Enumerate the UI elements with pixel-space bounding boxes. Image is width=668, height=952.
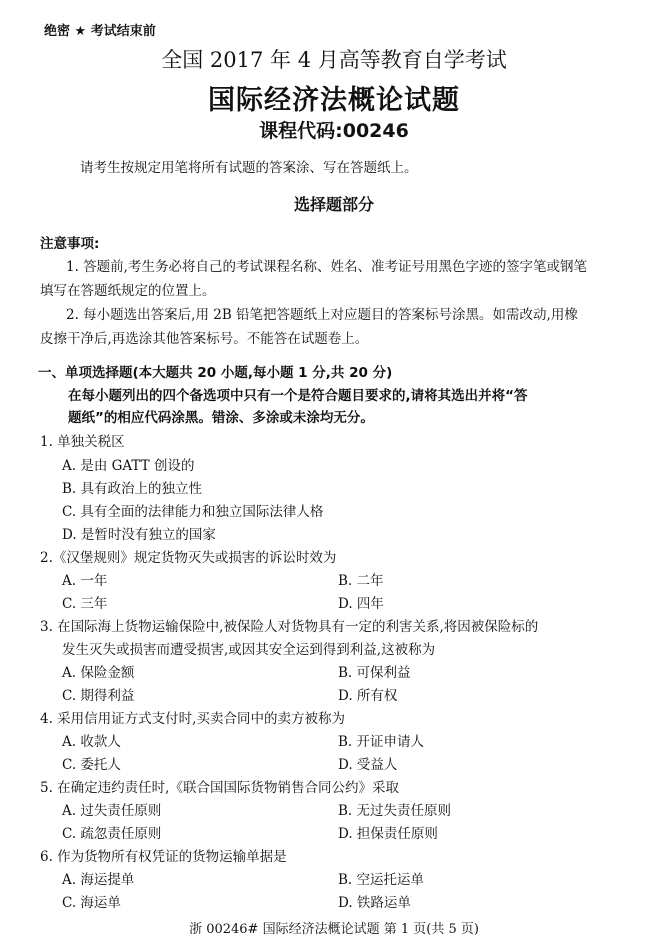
question-6-option-d: D. 铁路运单 xyxy=(338,895,411,911)
question-3-option-d: D. 所有权 xyxy=(338,688,398,704)
question-1-option-d: D. 是暂时没有独立的国家 xyxy=(62,527,216,543)
question-6-stem: 6. 作为货物所有权凭证的货物运输单据是 xyxy=(40,849,287,865)
question-5-stem: 5. 在确定违约责任时,《联合国国际货物销售合同公约》采取 xyxy=(40,780,399,796)
part-one-desc-line-2: 题纸”的相应代码涂黑。错涂、多涂或未涂均无分。 xyxy=(68,410,374,426)
question-6-option-b: B. 空运托运单 xyxy=(338,872,425,888)
question-5-option-a: A. 过失责任原则 xyxy=(62,803,162,819)
page-footer: 浙 00246# 国际经济法概论试题 第 1 页(共 5 页) xyxy=(189,922,479,937)
course-code: 课程代码:00246 xyxy=(259,120,409,142)
question-2-option-c: C. 三年 xyxy=(62,596,108,612)
question-1-option-c: C. 具有全面的法律能力和独立国际法律人格 xyxy=(62,504,324,520)
question-1-option-b: B. 具有政治上的独立性 xyxy=(62,481,203,497)
notice-item-1-line-1: 1. 答题前,考生务必将自己的考试课程名称、姓名、准考证号用黑色字迹的签字笔或钢笔 xyxy=(66,259,587,275)
exam-session-title: 全国 2017 年 4 月高等教育自学考试 xyxy=(161,48,507,72)
notice-item-1-line-2: 填写在答题纸规定的位置上。 xyxy=(40,283,216,299)
notice-item-2-line-2: 皮擦干净后,再选涂其他答案标号。不能答在试题卷上。 xyxy=(40,331,369,347)
question-4-option-b: B. 开证申请人 xyxy=(338,734,425,750)
question-2-option-d: D. 四年 xyxy=(338,596,384,612)
question-2-stem: 2.《汉堡规则》规定货物灭失或损害的诉讼时效为 xyxy=(40,550,337,566)
question-1-stem: 1. 单独关税区 xyxy=(40,434,125,450)
part-one-heading: 一、单项选择题(本大题共 20 小题,每小题 1 分,共 20 分) xyxy=(38,365,393,381)
question-1-option-a: A. 是由 GATT 创设的 xyxy=(62,458,195,474)
question-5-option-d: D. 担保责任原则 xyxy=(338,826,438,842)
section-title: 选择题部分 xyxy=(293,195,374,214)
question-3-stem-line-2: 发生灭失或损害而遭受损害,或因其安全运到得到利益,这被称为 xyxy=(62,642,436,658)
question-6-option-a: A. 海运提单 xyxy=(62,872,135,888)
question-3-stem-line-1: 3. 在国际海上货物运输保险中,被保险人对货物具有一定的利害关系,将因被保险标的 xyxy=(40,619,539,635)
part-one-desc-line-1: 在每小题列出的四个备选项中只有一个是符合题目要求的,请将其选出并将“答 xyxy=(68,388,528,404)
paper-title: 国际经济法概论试题 xyxy=(208,85,460,116)
question-4-option-a: A. 收款人 xyxy=(62,734,121,750)
question-6-option-c: C. 海运单 xyxy=(62,895,121,911)
question-3-option-c: C. 期得利益 xyxy=(62,688,135,704)
question-4-option-d: D. 受益人 xyxy=(338,757,398,773)
notice-item-2-line-1: 2. 每小题选出答案后,用 2B 铅笔把答题纸上对应题目的答案标号涂黑。如需改动,用橡 xyxy=(66,307,578,323)
notice-heading: 注意事项: xyxy=(40,236,100,252)
confidential-label: 绝密 ★ 考试结束前 xyxy=(44,24,156,39)
question-4-stem: 4. 采用信用证方式支付时,买卖合同中的卖方被称为 xyxy=(40,711,345,727)
question-2-option-a: A. 一年 xyxy=(62,573,108,589)
question-3-option-b: B. 可保利益 xyxy=(338,665,411,681)
question-3-option-a: A. 保险金额 xyxy=(62,665,135,681)
question-5-option-b: B. 无过失责任原则 xyxy=(338,803,452,819)
question-5-option-c: C. 疏忽责任原则 xyxy=(62,826,162,842)
general-instruction: 请考生按规定用笔将所有试题的答案涂、写在答题纸上。 xyxy=(80,160,418,176)
question-2-option-b: B. 二年 xyxy=(338,573,384,589)
question-4-option-c: C. 委托人 xyxy=(62,757,121,773)
